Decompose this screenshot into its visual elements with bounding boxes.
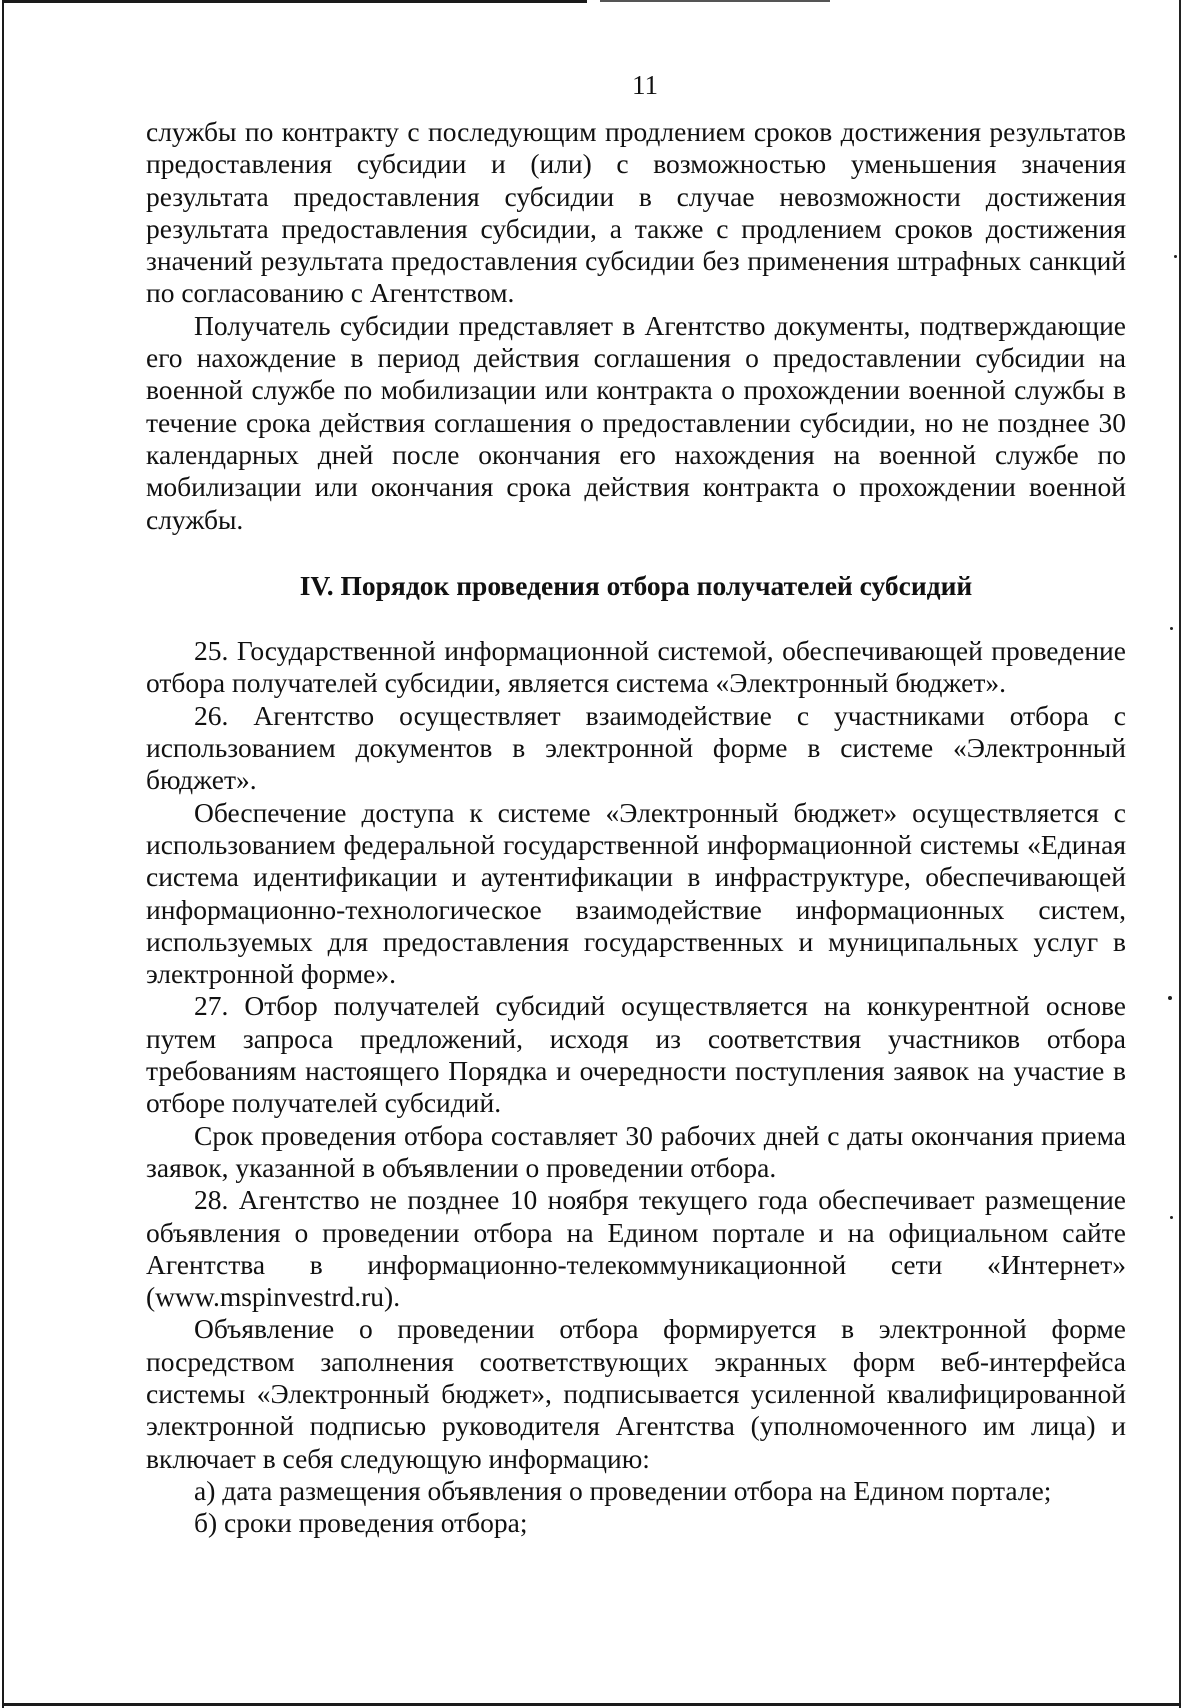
paragraph-28: 28. Агентство не позднее 10 ноября текущего года обеспечивает размещение объявления о проведении отбора на Едином портале и на официальном сайте Агентства в информационно-телекоммуникационной сети «Интернет» (www.mspinvestrd.ru). bbox=[146, 1184, 1126, 1313]
scan-border-left bbox=[2, 0, 4, 1708]
page-number: 11 bbox=[632, 70, 658, 100]
list-item-b: б) сроки проведения отбора; bbox=[194, 1507, 528, 1539]
scan-border-top bbox=[2, 0, 587, 3]
paragraph-28-announcement: Объявление о проведении отбора формируется в электронной форме посредством заполнения соответствующих экранных форм веб-интерфейса системы «Электронный бюджет», подписывается усиленной квалифицированной электронной подписью руководителя Агентства (уполномоченного им лица) и включает в себя следующую информацию: bbox=[146, 1313, 1126, 1474]
paragraph-recipient-documents: Получатель субсидии представляет в Агентство документы, подтверждающие его нахождение в период действия соглашения о предоставлении субсидии на военной службе по мобилизации или контракта о прохождении военной службы в течение срока действия соглашения о предоставлении субсидии, но не позднее 30 календарных дней после окончания его нахождения на военной службе по мобилизации или окончания срока действия контракта о прохождении военной службы. bbox=[146, 309, 1126, 535]
paragraph-27-term: Срок проведения отбора составляет 30 рабочих дней с даты окончания приема заявок, указанной в объявлении о проведении отбора. bbox=[146, 1119, 1126, 1183]
scan-border-top-faint bbox=[600, 0, 830, 2]
section-heading: IV. Порядок проведения отбора получателей субсидий bbox=[299, 569, 973, 601]
scan-border-right bbox=[1179, 0, 1181, 1708]
paragraph-27: 27. Отбор получателей субсидий осуществляется на конкурентной основе путем запроса предложений, исходя из соответствия участников отбора требованиям настоящего Порядка и очередности поступления заявок на участие в отборе получателей субсидий. bbox=[146, 990, 1126, 1119]
scan-speck bbox=[1174, 255, 1177, 258]
paragraph-26: 26. Агентство осуществляет взаимодействие с участниками отбора с использованием документов в электронной форме в системе «Электронный бюджет». bbox=[146, 699, 1126, 796]
scan-speck bbox=[1170, 627, 1173, 630]
document-body bbox=[146, 116, 1126, 1539]
scan-speck bbox=[1168, 996, 1172, 1000]
scan-speck bbox=[1170, 1216, 1173, 1219]
list-item-a: а) дата размещения объявления о проведении отбора на Едином портале; bbox=[194, 1474, 1052, 1506]
paragraph-continuation: службы по контракту с последующим продлением сроков достижения результатов предоставления субсидии и (или) с возможностью уменьшения значения результата предоставления субсидии в случае невозможности достижения результата предоставления субсидии, а также с продлением сроков достижения значений результата предоставления субсидии без применения штрафных санкций по согласованию с Агентством. bbox=[146, 116, 1126, 309]
paragraph-26-access: Обеспечение доступа к системе «Электронный бюджет» осуществляется с использованием федеральной государственной информационной системы «Единая система идентификации и аутентификации в инфраструктуре, обеспечивающей информационно-технологическое взаимодействие информационных систем, используемых для предоставления государственных и муниципальных услуг в электронной форме». bbox=[146, 796, 1126, 990]
scan-border-bottom bbox=[2, 1703, 1181, 1706]
paragraph-25: 25. Государственной информационной системой, обеспечивающей проведение отбора получателей субсидии, является система «Электронный бюджет». bbox=[146, 635, 1126, 699]
